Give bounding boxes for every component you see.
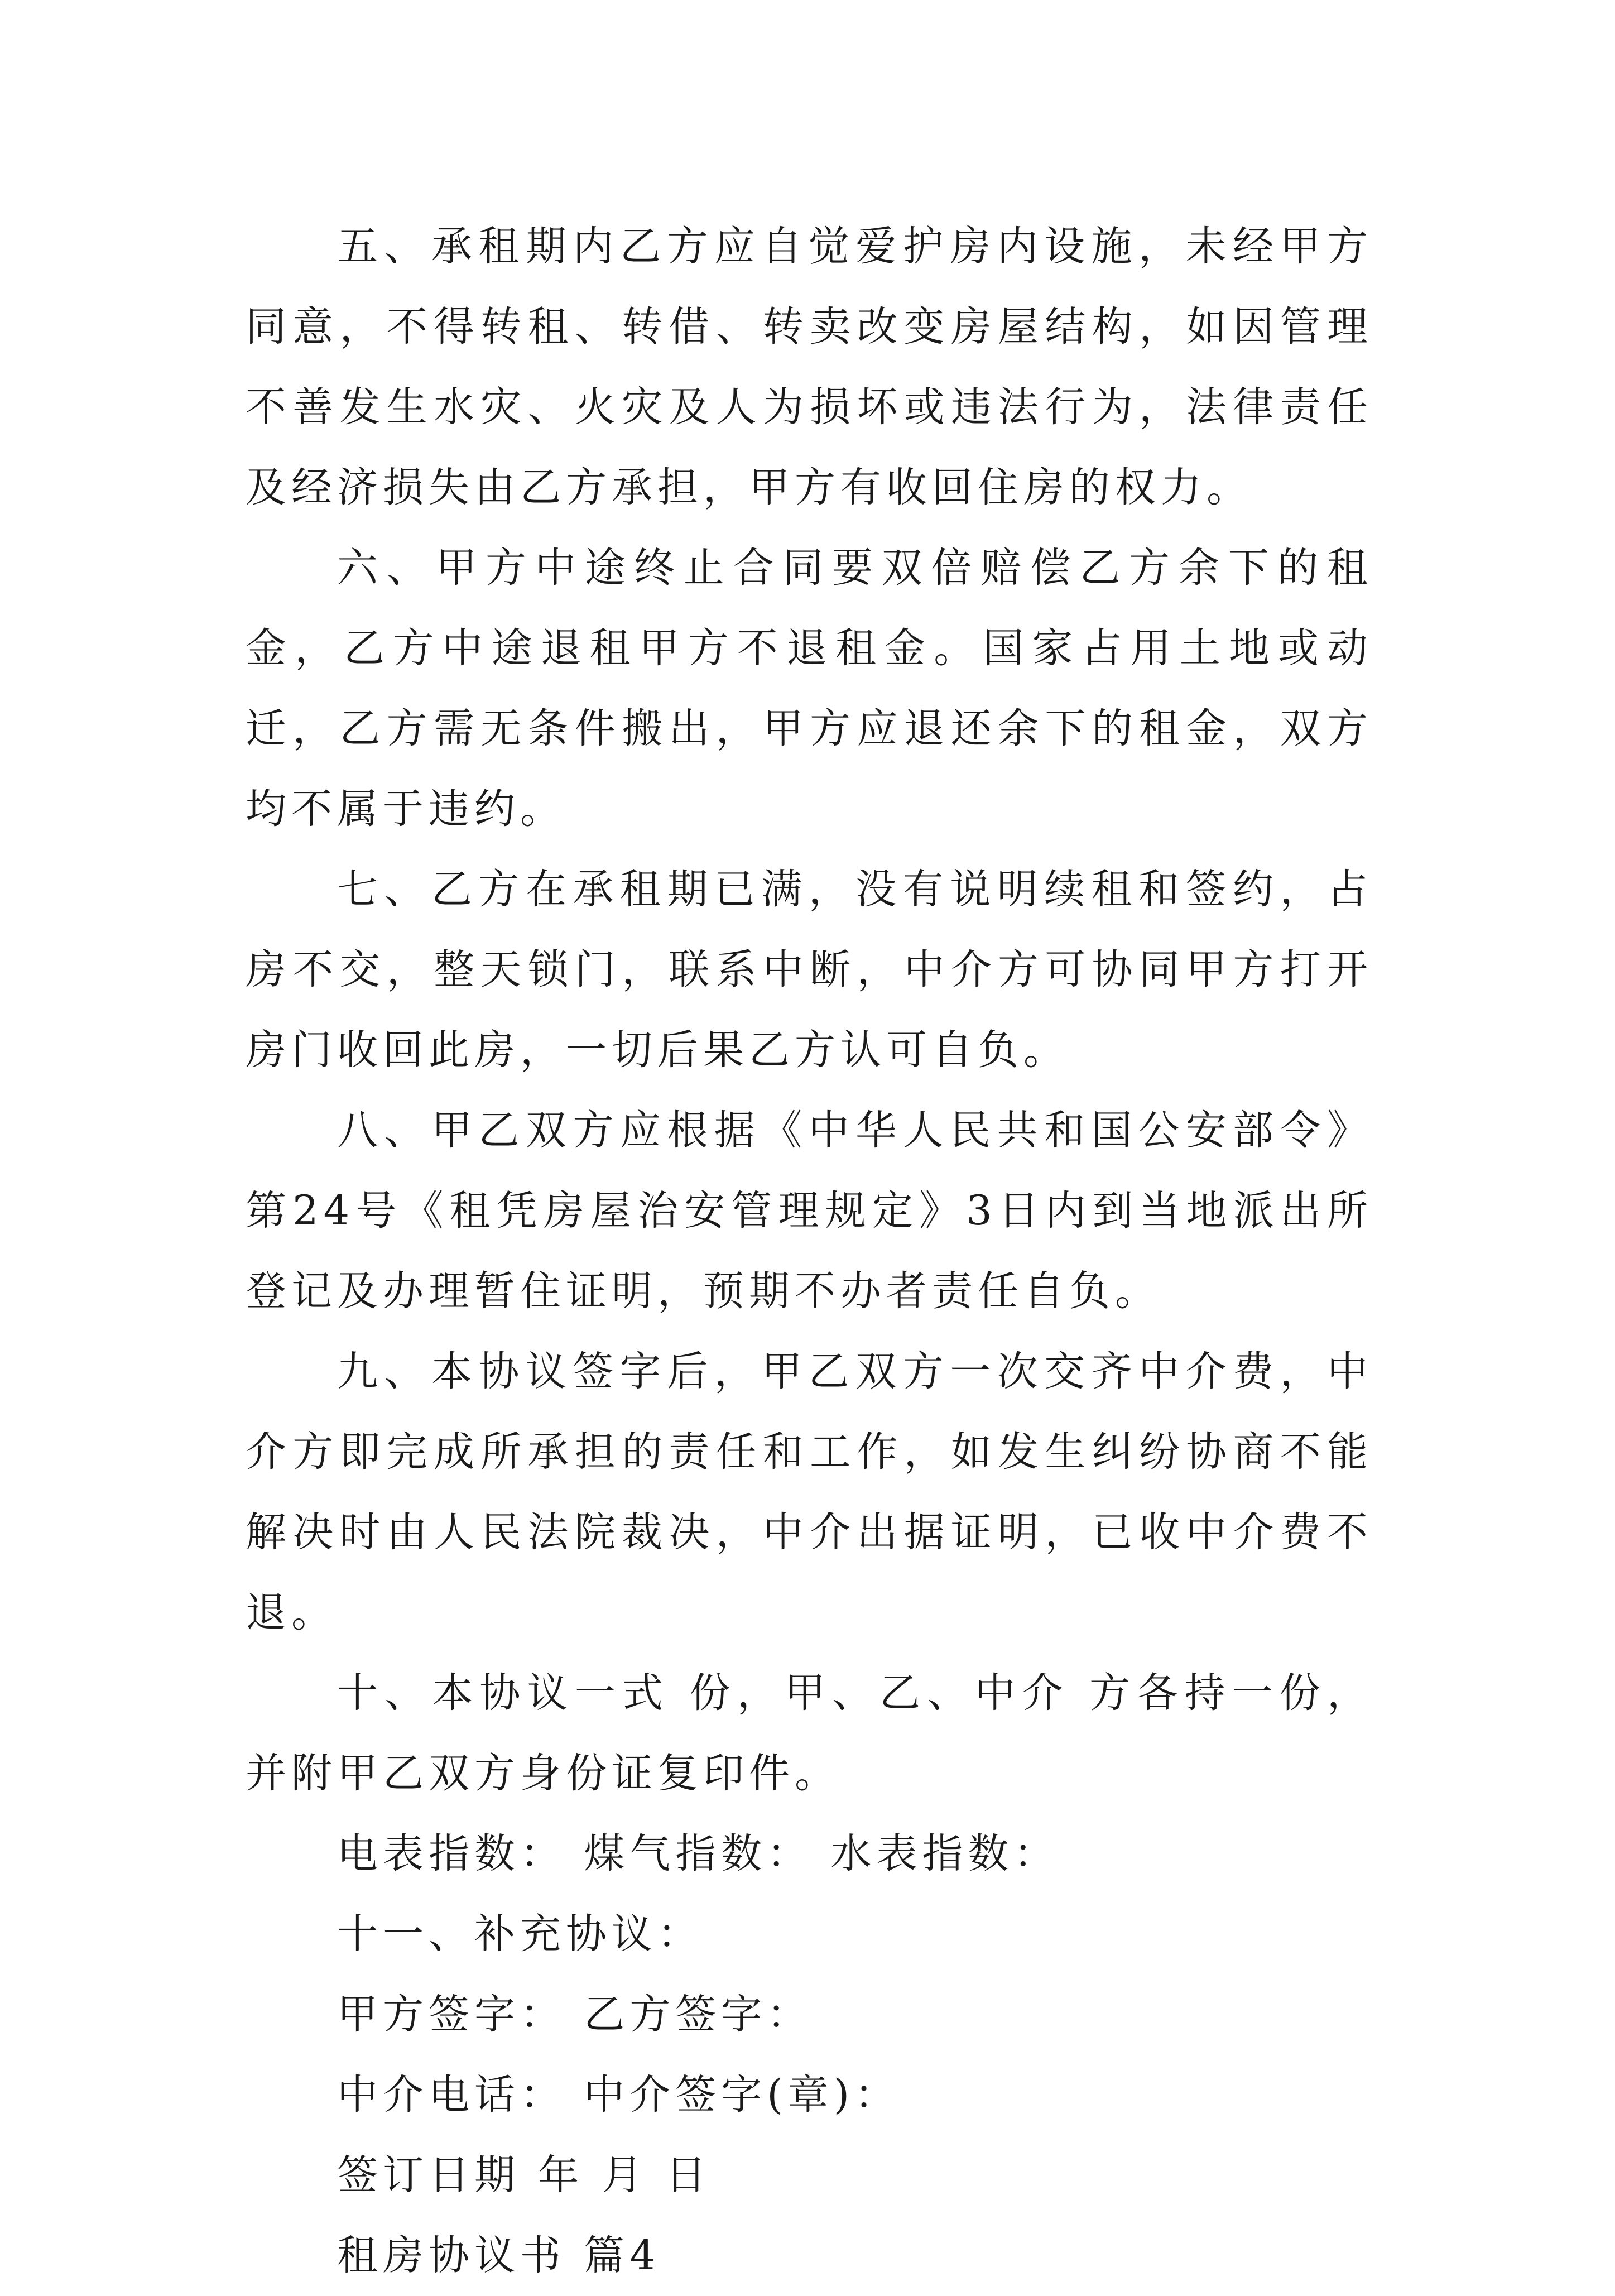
signing-date-line: 签订日期 年 月 日 bbox=[337, 2151, 712, 2199]
clause-7: 七、乙方在承租期已满，没有说明续租和签约，占房不交，整天锁门，联系中断，中介方可协同甲方打开房门收回此房，一切后果乙方认可自负。 bbox=[246, 866, 1373, 1074]
meter-readings-line: 电表指数： 煤气指数： 水表指数： bbox=[337, 1830, 1060, 1877]
clause-5: 五、承租期内乙方应自觉爱护房内设施，未经甲方同意，不得转租、转借、转卖改变房屋结构，如因管理不善发生水灾、火灾及人为损坏或违法行为，法律责任及经济损失由乙方承担，甲方有收回住房的权力。 bbox=[246, 223, 1373, 511]
clause-10: 十、本协议一式 份，甲、乙、中介 方各持一份，并附甲乙双方身份证复印件。 bbox=[246, 1669, 1373, 1797]
clause-6: 六、甲方中途终止合同要双倍赔偿乙方余下的租金，乙方中途退租甲方不退租金。国家占用土地或动迁，乙方需无条件搬出，甲方应退还余下的租金，双方均不属于违约。 bbox=[246, 544, 1373, 833]
supplementary-agreement-line: 十一、补充协议： bbox=[337, 1910, 703, 1958]
clause-9: 九、本协议签字后，甲乙双方一次交齐中介费，中介方即完成所承担的责任和工作，如发生纠纷协商不能解决时由人民法院裁决，中介出据证明，已收中介费不退。 bbox=[246, 1348, 1373, 1636]
agent-contact-line: 中介电话： 中介签字(章)： bbox=[337, 2071, 901, 2119]
document-body bbox=[246, 206, 1373, 2296]
section-heading: 租房协议书 篇4 bbox=[337, 2232, 661, 2279]
signatures-line: 甲方签字： 乙方签字： bbox=[337, 1991, 813, 2038]
clause-8: 八、甲乙双方应根据《中华人民共和国公安部令》第24号《租凭房屋治安管理规定》3日内到当地派出所登记及办理暂住证明，预期不办者责任自负。 bbox=[246, 1107, 1373, 1315]
